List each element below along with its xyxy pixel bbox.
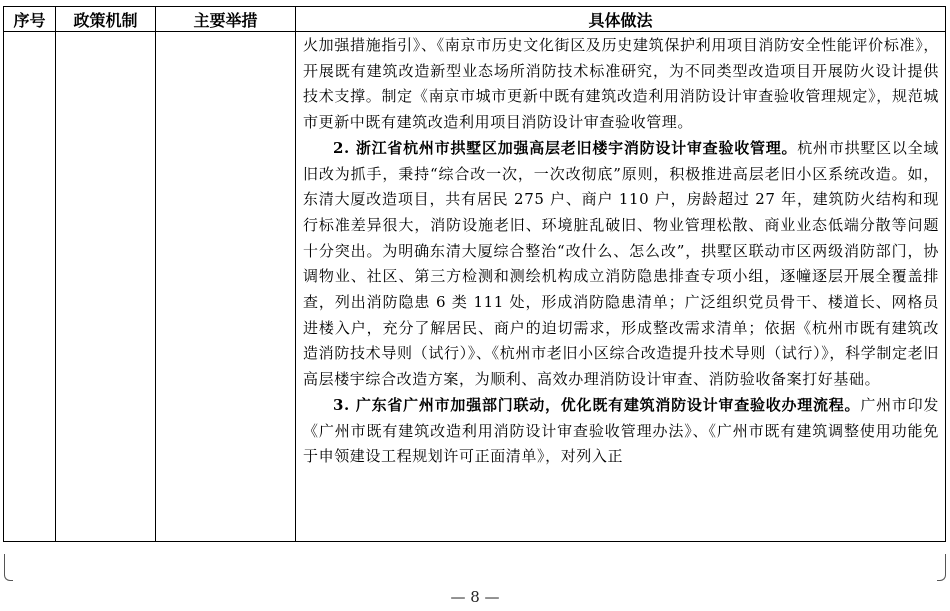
- header-policy-mechanism: 政策机制: [56, 7, 156, 32]
- crop-mark-right: [937, 554, 946, 581]
- paragraph-heading: 3. 广东省广州市加强部门联动，优化既有建筑消防设计审查验收办理流程。: [333, 395, 861, 414]
- paragraph-guangzhou: [303, 393, 939, 470]
- header-specific-practices: 具体做法: [296, 7, 946, 32]
- paragraph-hangzhou-gongshu: [303, 136, 939, 393]
- table-header-row: [4, 7, 946, 32]
- paragraph-nanjing-continued: [303, 33, 939, 136]
- paragraph-heading: 2. 浙江省杭州市拱墅区加强高层老旧楼宇消防设计审查验收管理。: [333, 138, 798, 157]
- header-main-measures: 主要举措: [156, 7, 296, 32]
- crop-mark-left: [4, 554, 13, 581]
- paragraph-text: 杭州市拱墅区以全域旧改为抓手，秉持“综合改一次，一次改彻底”原则，积极推进高层老旧小区系统改造。如，东清大厦改造项目，共有居民 275 户、商户 110 户，房龄超过 27 年，建筑防火结构和现行标准差异很大，消防设施老旧、环境脏乱破旧、物业管理松散、商业业态低端分散等问题十分突出。为明确东清大厦综合整治“改什么、怎么改”，拱墅区联动市区两级消防部门，协调物业、社区、第三方检测和测绘机构成立消防隐患排查专项小组，逐幢逐层开展全覆盖排查，列出消防隐患 6 类 111 处，形成消防隐患清单；广泛组织党员骨干、楼道长、网格员进楼入户，充分了解居民、商户的迫切需求，形成整改需求清单；依据《杭州市既有建筑改造消防技术导则（试行）》、《杭州市老旧小区综合改造提升技术导则（试行）》，科学制定老旧高层楼宇综合改造方案，为顺利、高效办理消防设计审查、消防验收备案打好基础。: [303, 138, 940, 389]
- policy-mechanism-cell: [56, 32, 156, 542]
- header-serial-number: 序号: [4, 7, 56, 32]
- page-number: — 8 —: [450, 588, 500, 606]
- table-row: [4, 32, 946, 542]
- serial-number-cell: [4, 32, 56, 542]
- specific-practices-cell: [296, 32, 946, 542]
- policy-table: [3, 6, 946, 542]
- main-measures-cell: [156, 32, 296, 542]
- paragraph-text: 火加强措施指引》、《南京市历史文化街区及历史建筑保护利用项目消防安全性能评价标准》，开展既有建筑改造新型业态场所消防技术标准研究，为不同类型改造项目开展防火设计提供技术支撑。制定《南京市城市更新中既有建筑改造利用消防设计审查验收管理规定》，规范城市更新中既有建筑改造利用项目消防设计审查验收管理。: [303, 36, 939, 132]
- paragraph-text: 广州市印发《广州市既有建筑改造利用消防设计审查验收管理办法》、《广州市既有建筑调整使用功能免于申领建设工程规划许可正面清单》，对列入正: [303, 395, 939, 466]
